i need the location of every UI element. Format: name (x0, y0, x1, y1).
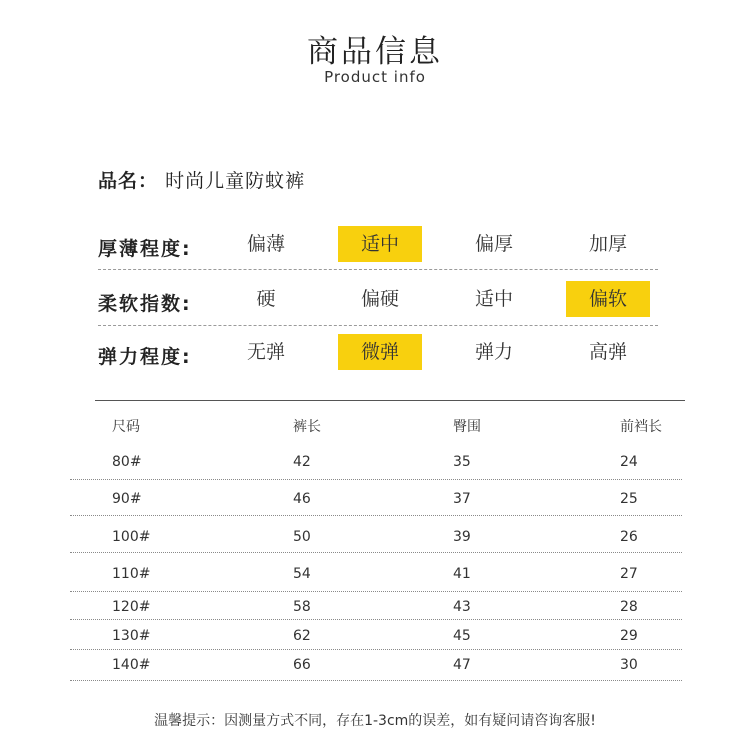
table-cell: 45 (453, 628, 471, 644)
table-top-border (95, 400, 685, 401)
attr-label-softness: 柔软指数: (98, 293, 192, 315)
table-cell: 54 (293, 566, 311, 582)
page-title: 商品信息 (307, 34, 443, 70)
table-row (70, 564, 685, 586)
table-cell: 24 (620, 454, 638, 470)
table-header-cell: 前裆长 (620, 419, 662, 435)
attr-option: 弹力 (474, 341, 513, 363)
table-row (70, 597, 685, 619)
table-header-cell: 臀围 (453, 419, 481, 435)
table-row (70, 452, 685, 474)
table-row (70, 527, 685, 549)
table-header-cell: 裤长 (293, 419, 321, 435)
table-cell: 41 (453, 566, 471, 582)
table-cell: 35 (453, 454, 471, 470)
measurement-note: 温馨提示：因测量方式不同，存在1-3cm的误差，如有疑问请咨询客服! (154, 713, 596, 729)
table-cell: 66 (293, 657, 311, 673)
table-row (70, 626, 685, 648)
table-cell: 80# (112, 454, 142, 470)
attr-option: 微弹 (338, 334, 422, 370)
table-cell: 90# (112, 491, 142, 507)
table-cell: 39 (453, 529, 471, 545)
row-divider (70, 619, 682, 620)
table-cell: 50 (293, 529, 311, 545)
table-cell: 29 (620, 628, 638, 644)
row-divider (70, 479, 682, 480)
product-name-value: 时尚儿童防蚊裤 (165, 170, 306, 192)
attr-option: 偏软 (566, 281, 650, 317)
row-divider (70, 591, 682, 592)
table-cell: 62 (293, 628, 311, 644)
attr-option: 高弹 (588, 341, 627, 363)
table-cell: 30 (620, 657, 638, 673)
attr-option: 加厚 (588, 233, 627, 255)
table-cell: 25 (620, 491, 638, 507)
table-row (70, 655, 685, 677)
table-cell: 28 (620, 599, 638, 615)
attr-row-softness (98, 281, 658, 321)
attr-option: 适中 (338, 226, 422, 262)
table-header-cell: 尺码 (112, 419, 140, 435)
table-cell: 37 (453, 491, 471, 507)
page-subtitle: Product info (324, 68, 426, 86)
table-header-row (70, 414, 685, 436)
table-cell: 42 (293, 454, 311, 470)
divider (98, 325, 658, 326)
attr-label-thickness: 厚薄程度: (98, 238, 192, 260)
row-divider (70, 649, 682, 650)
table-cell: 100# (112, 529, 151, 545)
table-cell: 47 (453, 657, 471, 673)
product-name-label: 品名： (98, 170, 159, 192)
attr-row-thickness (98, 226, 658, 266)
attr-option: 硬 (256, 288, 276, 310)
row-divider (70, 515, 682, 516)
attr-option: 无弹 (246, 341, 285, 363)
product-name-line (98, 166, 305, 193)
table-cell: 130# (112, 628, 151, 644)
table-cell: 27 (620, 566, 638, 582)
table-cell: 58 (293, 599, 311, 615)
divider (98, 269, 658, 270)
table-cell: 110# (112, 566, 151, 582)
attr-option: 适中 (474, 288, 513, 310)
row-divider (70, 680, 682, 681)
attr-label-elasticity: 弹力程度: (98, 346, 192, 368)
table-cell: 26 (620, 529, 638, 545)
table-cell: 43 (453, 599, 471, 615)
attr-option: 偏薄 (246, 233, 285, 255)
attr-option: 偏厚 (474, 233, 513, 255)
table-cell: 120# (112, 599, 151, 615)
table-row (70, 489, 685, 511)
row-divider (70, 552, 682, 553)
attr-row-elasticity (98, 334, 658, 374)
table-cell: 46 (293, 491, 311, 507)
table-cell: 140# (112, 657, 151, 673)
attr-option: 偏硬 (360, 288, 399, 310)
